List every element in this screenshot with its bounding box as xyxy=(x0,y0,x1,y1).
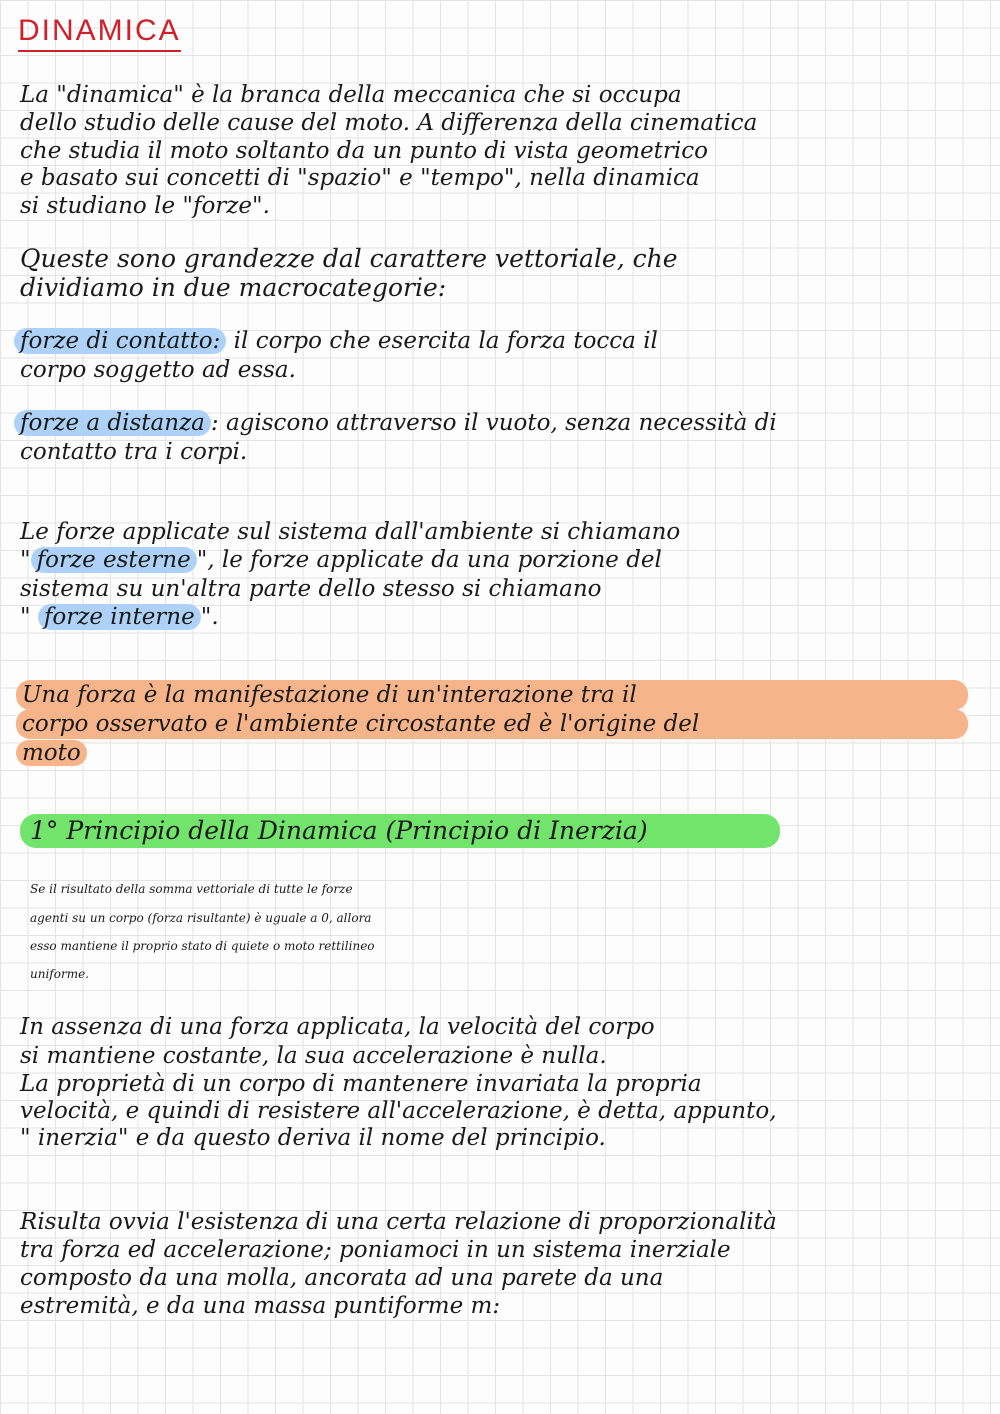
text-line: esso mantiene il proprio stato di quiete o moto rettilineo xyxy=(30,939,375,953)
text-fragment: : agiscono attraverso il vuoto, senza necessità di xyxy=(210,410,777,436)
text-fragment: " xyxy=(20,604,38,630)
text-line: velocità, e quindi di resistere all'accelerazione, è detta, appunto, xyxy=(20,1098,777,1124)
text-line: dello studio delle cause del moto. A differenza della cinematica xyxy=(20,110,758,136)
text-line: tra forza ed accelerazione; poniamoci in un sistema inerziale xyxy=(20,1237,731,1263)
text-line: La proprietà di un corpo di mantenere invariata la propria xyxy=(20,1071,702,1097)
term-external-forces: forze esterne xyxy=(31,547,197,573)
definition-text: Una forza è la manifestazione di un'interazione tra il xyxy=(16,680,968,710)
definition-line xyxy=(16,680,981,710)
text-line: La "dinamica" è la branca della meccanica che si occupa xyxy=(20,82,682,108)
text-line: sistema su un'altra parte dello stesso si chiamano xyxy=(20,576,602,602)
text-line: si studiano le "forze". xyxy=(20,193,270,219)
definition-line xyxy=(16,709,981,739)
text-line: che studia il moto soltanto da un punto di vista geometrico xyxy=(20,138,709,164)
term-internal-forces: forze interne xyxy=(38,604,201,630)
principle-heading xyxy=(20,814,780,848)
term-contact-forces: forze di contatto: xyxy=(14,328,226,354)
text-line: Se il risultato della somma vettoriale di tutte le forze xyxy=(30,882,353,896)
text-fragment: ", le forze applicate da una porzione del xyxy=(196,547,662,573)
text-line: agenti su un corpo (forza risultante) è uguale a 0, allora xyxy=(30,911,372,925)
external-forces-line xyxy=(20,545,985,575)
principle-heading-text: 1° Principio della Dinamica (Principio di Inerzia) xyxy=(20,814,780,848)
definition-line xyxy=(16,738,981,768)
text-line: e basato sui concetti di "spazio" e "tempo", nella dinamica xyxy=(20,165,700,191)
text-line: Risulta ovvia l'esistenza di una certa relazione di proporzionalità xyxy=(20,1209,777,1235)
term-distance-forces: forze a distanza xyxy=(14,410,211,436)
text-fragment: il corpo che esercita la forza tocca il xyxy=(226,328,658,354)
text-fragment: ". xyxy=(200,604,219,630)
page-title: DINAMICA xyxy=(18,14,181,52)
text-line: Queste sono grandezze dal carattere vettoriale, che xyxy=(20,244,678,273)
text-line: corpo soggetto ad essa. xyxy=(20,357,296,383)
contact-forces-line xyxy=(20,326,985,356)
text-line: uniforme. xyxy=(30,967,89,981)
distance-forces-line xyxy=(20,408,985,438)
text-line: si mantiene costante, la sua accelerazione è nulla. xyxy=(20,1043,607,1069)
text-line: In assenza di una forza applicata, la velocità del corpo xyxy=(20,1014,655,1040)
text-line: estremità, e da una massa puntiforme m: xyxy=(20,1293,501,1319)
text-fragment: " xyxy=(20,547,31,573)
text-line: composto da una molla, ancorata ad una parete da una xyxy=(20,1265,664,1291)
text-line: Le forze applicate sul sistema dall'ambiente si chiamano xyxy=(20,519,681,545)
text-line: dividiamo in due macrocategorie: xyxy=(20,273,447,302)
text-line: " inerzia" e da questo deriva il nome del principio. xyxy=(20,1125,606,1151)
internal-forces-line xyxy=(20,602,985,632)
text-line: contatto tra i corpi. xyxy=(20,439,248,465)
definition-text: corpo osservato e l'ambiente circostante ed è l'origine del xyxy=(16,709,968,739)
definition-text: moto xyxy=(16,740,87,766)
